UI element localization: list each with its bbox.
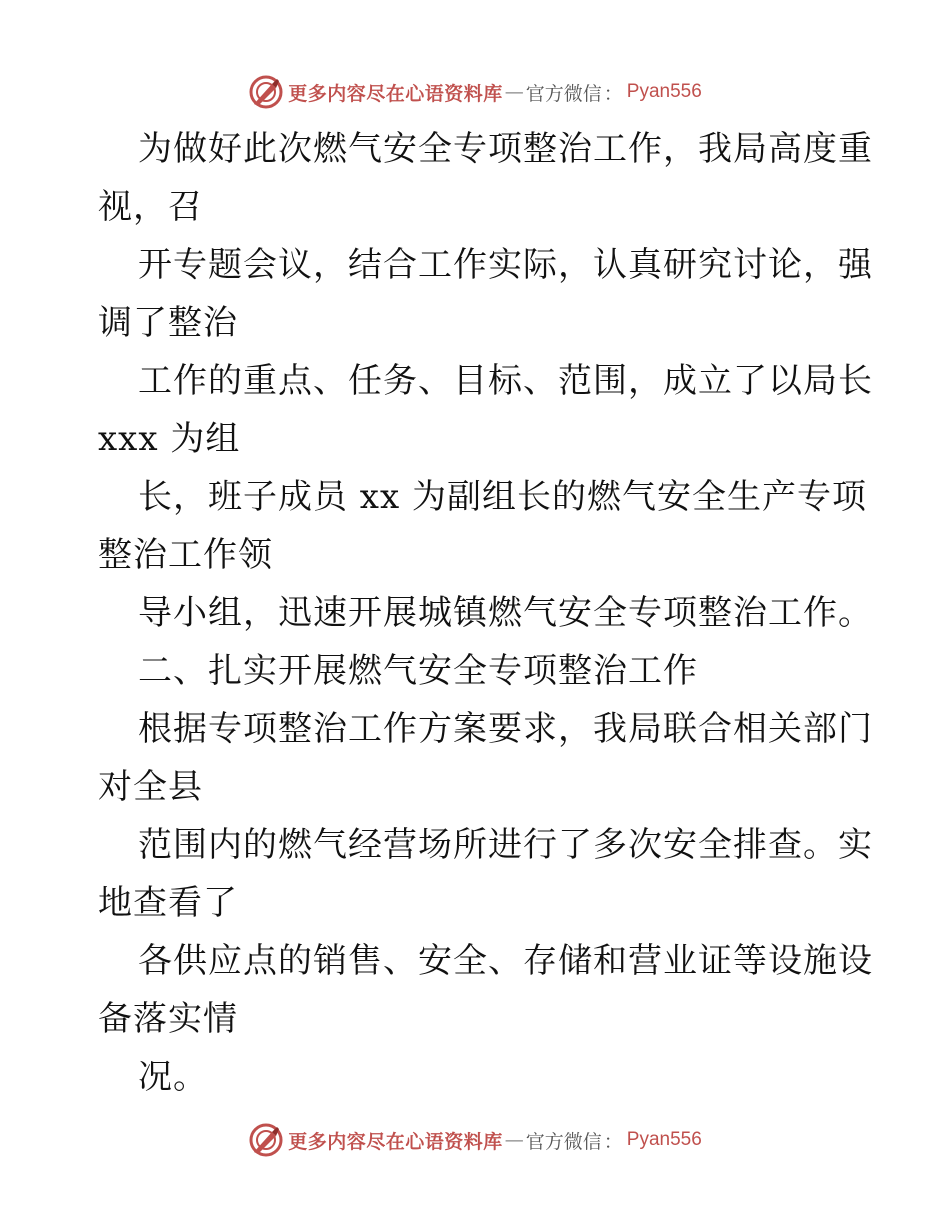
text-line: xxx 为组: [98, 419, 241, 459]
text-line: 地查看了: [98, 883, 238, 923]
document-body: [98, 120, 873, 1106]
text-line: 为做好此次燃气安全专项整治工作，我局高度重: [138, 129, 873, 169]
official-label: 官方微信: [525, 82, 602, 105]
text-line: 长，班子成员 xx 为副组长的燃气安全生产专项: [138, 477, 867, 517]
red-pen-circle-logo-icon: [248, 74, 284, 110]
header-banner: [0, 72, 950, 112]
text-line: 整治工作领: [98, 535, 273, 575]
text-line: 调了整治: [98, 303, 238, 343]
text-line: 开专题会议，结合工作实际，认真研究讨论，强: [138, 245, 873, 285]
red-pen-circle-logo-icon: [248, 1122, 284, 1158]
text-line: 二、扎实开展燃气安全专项整治工作: [138, 651, 698, 691]
text-line: 工作的重点、任务、目标、范围，成立了以局长: [138, 361, 873, 401]
text-line: 视，召: [98, 187, 203, 227]
text-line: 况。: [138, 1057, 208, 1097]
banner-colon: ：: [603, 1130, 623, 1153]
text-line: 导小组，迅速开展城镇燃气安全专项整治工作。: [138, 593, 873, 633]
text-line: 对全县: [98, 767, 203, 807]
text-line: 范围内的燃气经营场所进行了多次安全排查。实: [138, 825, 873, 865]
wechat-id: Pyan556: [626, 1129, 702, 1150]
text-line: 根据专项整治工作方案要求，我局联合相关部门: [138, 709, 873, 749]
official-label: 官方微信: [525, 1130, 602, 1153]
site-text: 更多内容尽在心语资料库: [288, 1130, 503, 1153]
site-text: 更多内容尽在心语资料库: [288, 82, 503, 105]
text-line: 各供应点的销售、安全、存储和营业证等设施设: [138, 941, 873, 981]
text-line: 备落实情: [98, 999, 238, 1039]
footer-banner: [0, 1120, 950, 1160]
banner-separator: —: [504, 1129, 524, 1151]
banner-separator: —: [504, 81, 524, 103]
banner-colon: ：: [603, 82, 623, 105]
wechat-id: Pyan556: [626, 81, 702, 102]
